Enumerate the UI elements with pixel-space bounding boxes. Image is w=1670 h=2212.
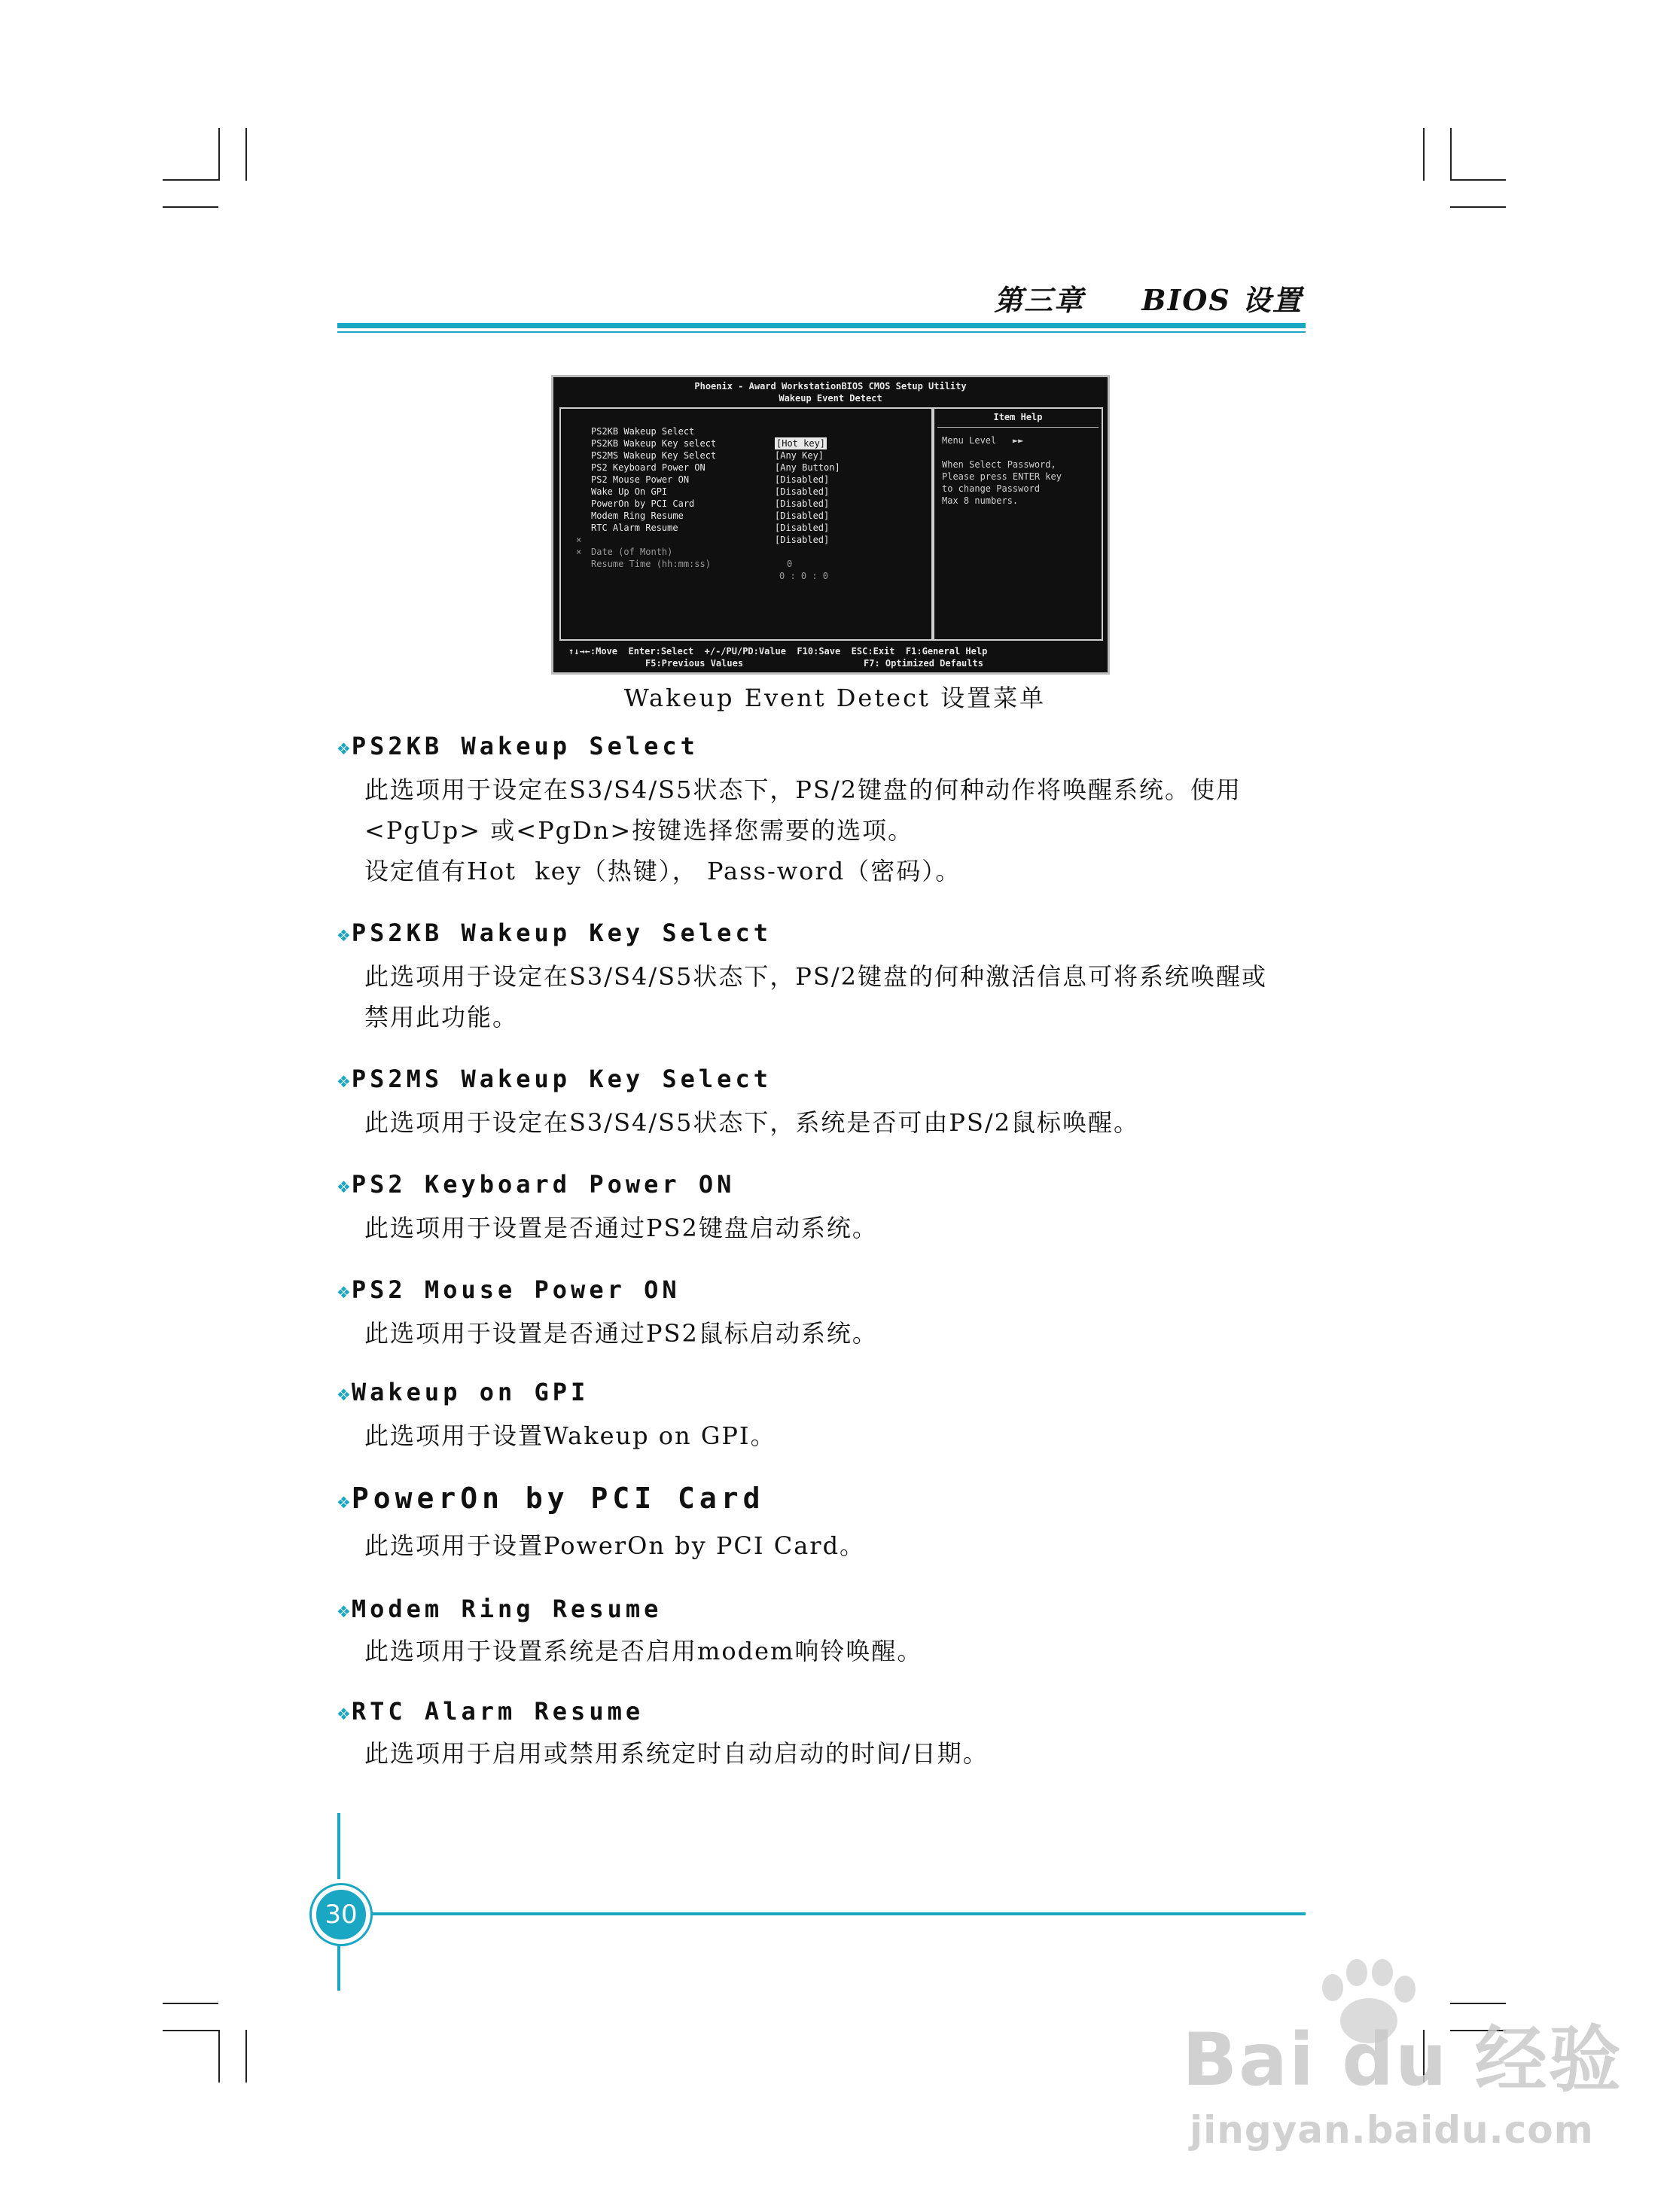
diamond-bullet-icon: ❖ [337,922,350,946]
bios-row-value: [Any Key] [775,450,824,461]
bios-row-name: Resume Time (hh:mm:ss) [591,559,711,569]
section-title [337,1697,644,1726]
watermark-logo: Bai du 经验 [1182,2018,1623,2102]
bios-row-value: 0 : 0 : 0 [779,571,829,581]
section-title [337,1482,765,1515]
section-title-text: PS2 Keyboard Power ON [351,1170,736,1199]
bios-footer-f5: F5:Previous Values [645,658,744,669]
section-title-text: PS2KB Wakeup Select [351,732,699,760]
bios-footer-keys: ↑↓→←:Move Enter:Select +/-/PU/PD:Value F10:Save ESC:Exit F1:General Help [568,646,988,657]
crop-mark [1450,179,1506,181]
chapter-title: 第三章 BIOS 设置 [994,283,1303,317]
section-title [337,1275,681,1304]
diamond-bullet-icon: ❖ [337,1173,350,1198]
section-title-text: RTC Alarm Resume [351,1697,645,1726]
bios-row-value: [Disabled] [775,486,830,497]
bios-row-name: PS2KB Wakeup Select [591,426,695,437]
diamond-bullet-icon: ❖ [337,735,350,760]
header-rule-thin [337,331,1306,333]
bios-subtitle-line: Wakeup Event Detect [779,393,882,404]
help-line: When Select Password, [942,459,1056,470]
bios-title [553,380,1108,404]
diamond-bullet-icon: ❖ [337,1381,350,1406]
disabled-marker-icon: × [576,535,582,545]
crop-mark [1450,206,1506,208]
crop-mark [245,2030,247,2083]
help-line: to change Password [942,483,1041,494]
section-text: 设定值有Hot key（热键）， Pass-word（密码）。 [364,857,961,885]
crop-mark [163,206,218,208]
crop-mark [1423,128,1425,181]
bios-row-value: [Disabled] [775,474,830,485]
bios-row-value: [Any Button] [775,462,840,473]
crop-mark [163,179,218,181]
bios-screenshot [551,375,1110,675]
section-title [337,1595,662,1623]
help-line: Please press ENTER key [942,471,1062,482]
section-title [337,1378,589,1406]
footer-vertical-rule [337,1944,340,1991]
bios-row-value: [Disabled] [775,510,830,521]
diamond-bullet-icon: ❖ [337,1488,350,1513]
section-text: 此选项用于设定在S3/S4/S5状态下，PS/2键盘的何种动作将唤醒系统。使用 [364,775,1242,804]
disabled-marker-icon: × [576,547,582,557]
section-text: 此选项用于设置系统是否启用modem响铃唤醒。 [364,1637,923,1665]
bios-row-name: Modem Ring Resume [591,510,684,521]
section-title [337,732,699,760]
page-number: 30 [312,1885,370,1944]
section-title-text: PS2 Mouse Power ON [351,1275,681,1304]
section-title-text: PS2KB Wakeup Key Select [351,919,772,947]
bios-row-value: [Disabled] [775,535,830,545]
help-menu-level: Menu Level ►► [942,435,1024,446]
help-line: Max 8 numbers. [942,495,1019,506]
bios-row-value: [Hot key] [776,438,826,449]
watermark-url: jingyan.baidu.com [1190,2108,1594,2152]
figure-caption: Wakeup Event Detect 设置菜单 [623,684,1047,712]
bios-row [561,510,934,545]
bios-row-name: Date (of Month) [591,547,673,557]
header-rule [337,323,1306,328]
crop-mark [218,128,220,181]
bios-title-line: Phoenix - Award WorkstationBIOS CMOS Setup Utility [694,381,967,392]
section-text: 此选项用于设置是否通过PS2鼠标启动系统。 [364,1319,878,1348]
diamond-bullet-icon: ❖ [337,1598,350,1622]
section-text: 此选项用于设置是否通过PS2键盘启动系统。 [364,1214,878,1242]
footer-vertical-rule [337,1813,340,1879]
bios-footer-f7: F7: Optimized Defaults [864,658,983,669]
section-text: <PgUp> 或<PgDn>按键选择您需要的选项。 [364,816,914,845]
bios-row-name: Wake Up On GPI [591,486,668,497]
crop-mark [163,2030,218,2031]
section-title [337,1065,772,1093]
section-text: 此选项用于启用或禁用系统定时自动启动的时间/日期。 [364,1739,989,1768]
section-title-text: PS2MS Wakeup Key Select [351,1065,772,1093]
bios-settings-panel [559,407,933,641]
crop-mark [218,2030,220,2083]
section-text: 此选项用于设置PowerOn by PCI Card。 [364,1531,866,1560]
bios-row-name: PowerOn by PCI Card [591,498,695,509]
bios-row-name: PS2 Mouse Power ON [591,474,690,485]
crop-mark [1450,128,1452,181]
section-title-text: Wakeup on GPI [351,1378,590,1406]
section-title [337,919,772,947]
help-title: Item Help [993,412,1043,422]
bios-row-value: [Disabled] [775,498,830,509]
bios-row-value: [Disabled] [775,523,830,533]
bios-row-value: 0 [787,559,793,569]
bios-row-name: RTC Alarm Resume [591,523,678,533]
diamond-bullet-icon: ❖ [337,1068,350,1092]
bios-footer [553,645,1108,669]
section-title-text: PowerOn by PCI Card [351,1482,765,1515]
bios-row-name: PS2 Keyboard Power ON [591,462,705,473]
section-text: 此选项用于设置Wakeup on GPI。 [364,1421,776,1450]
section-title [337,1170,735,1199]
diamond-bullet-icon: ❖ [337,1278,350,1303]
crop-mark [163,2003,218,2004]
section-text: 此选项用于设定在S3/S4/S5状态下，PS/2键盘的何种激活信息可将系统唤醒或 [364,962,1268,991]
bios-row-name: PS2KB Wakeup Key select [591,438,717,449]
section-title-text: Modem Ring Resume [351,1595,663,1623]
diamond-bullet-icon: ❖ [337,1700,350,1725]
section-text: 禁用此功能。 [364,1003,519,1031]
crop-mark [245,128,247,181]
section-text: 此选项用于设定在S3/S4/S5状态下，系统是否可由PS/2鼠标唤醒。 [364,1108,1140,1137]
footer-rule [337,1912,1306,1915]
help-divider [937,427,1099,428]
bios-help-panel [933,407,1103,641]
bios-row-name: PS2MS Wakeup Key Select [591,450,717,461]
